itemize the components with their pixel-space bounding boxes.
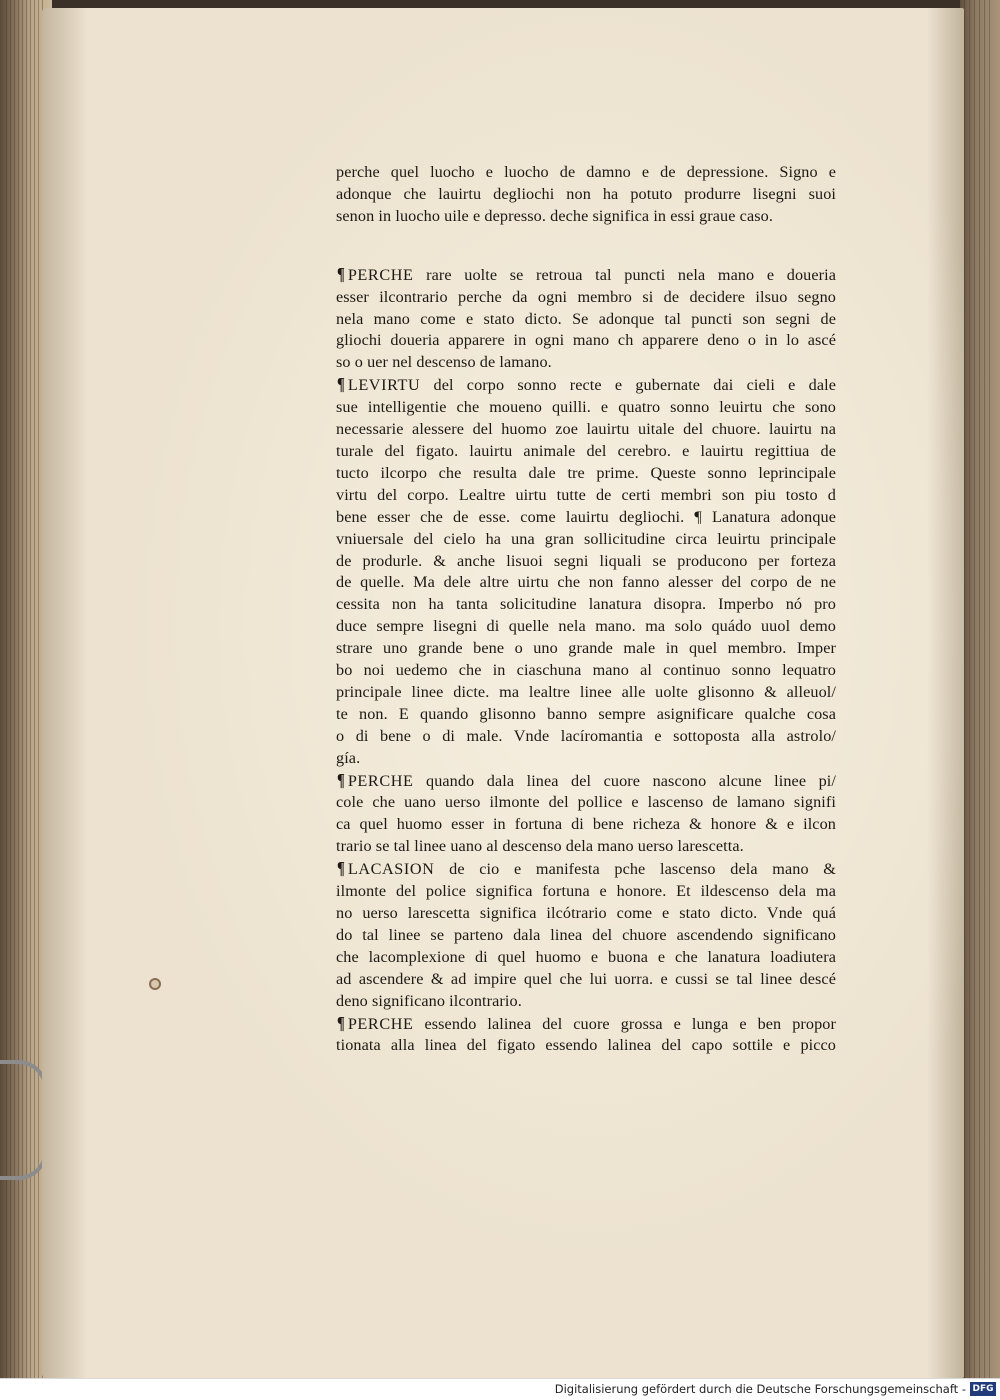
lead-word: PERCHE (347, 265, 414, 284)
text-line: ¶ PERCHE quando dala linea del cuore nascono alcune linee pi/ (336, 769, 836, 790)
text-line: senon in luocho uile e depresso. deche significa in essi graue caso. (336, 206, 773, 225)
text-line: nela mano come e stato dicto. Se adonque tal puncti son segni de (336, 309, 836, 328)
text-line: cole che uano uerso ilmonte del pollice e lascenso de lamano signifi (336, 793, 836, 812)
text-line: necessarie alessere del huomo zoe lauirtu uitale del chuore. lauirtu na (336, 420, 836, 439)
text-line: sue intelligentie che moueno quilli. e quatro sonno leuirtu che sono (336, 398, 836, 417)
pilcrow-icon: ¶ (336, 263, 345, 284)
paper-clip (0, 1060, 48, 1180)
text-line: so o uer nel descenso de lamano. (336, 353, 552, 372)
pilcrow-icon: ¶ (336, 769, 345, 790)
text-line: tionata alla linea del figato essendo lalinea del capo sottile e picco (336, 1036, 836, 1055)
text-line: o di bene o di male. Vnde lacíromantia e sottoposta alla astrolo/ (336, 726, 836, 745)
text-line: esser ilcontrario perche da ogni membro si de decidere ilsuo segno (336, 287, 836, 306)
right-page-edge (960, 0, 1000, 1378)
footer-bar (0, 1378, 1000, 1400)
text-line: principale linee dicte. ma lealtre linee alle uolte glisonno & alleuol/ (336, 682, 836, 701)
text-line: strare uno grande bene o uno grande male in quel membro. Imper (336, 639, 836, 658)
text-line: turale del figato. lauirtu animale del cerebro. e lauirtu regittiua de (336, 441, 836, 460)
text-line: tucto ilcorpo che resulta dale tre prime. Queste sonno leprincipale (336, 463, 836, 482)
paragraph-4 (336, 770, 836, 859)
text-line: adonque che lauirtu degliochi non ha potuto produrre lisegni suoi (336, 184, 836, 203)
text-line: ca quel huomo esser in fortuna di bene richeza & honore & e ilcon (336, 815, 836, 834)
text-line: ¶ LACASION de cio e manifesta pche lascenso dela mano & (336, 858, 836, 879)
text-line: cessita non ha tanta solicitudine lanatura disopra. Imperbo nó pro (336, 595, 836, 614)
dfg-logo: DFG (970, 1382, 996, 1396)
text-line: gía. (336, 748, 361, 767)
text-line: deno significano ilcontrario. (336, 991, 522, 1010)
text-line: che lacomplexione di quel huomo e buona e che lanatura loadiutera (336, 947, 836, 966)
text-line: do tal linee se parteno dala linea del chuore ascendendo significano (336, 925, 836, 944)
text-line: ¶ LEVIRTU del corpo sonno recte e gubernate dai cieli e dale (336, 374, 836, 395)
text-line: vniuersale del cielo ha una gran sollicitudine circa leuirtu principale (336, 529, 836, 548)
paragraph-2 (336, 264, 836, 375)
paragraph-1 (336, 162, 836, 228)
lead-word: LACASION (347, 860, 435, 879)
lead-word: PERCHE (347, 1014, 414, 1033)
text-line: ¶ PERCHE essendo lalinea del cuore grossa e lunga e ben propor (336, 1012, 836, 1033)
funding-credit: Digitalisierung gefördert durch die Deutsche Forschungsgemeinschaft - (554, 1382, 966, 1396)
text-line: ilmonte del police significa fortuna e honore. Et ildescenso dela ma (336, 882, 836, 901)
text-block (336, 162, 836, 1057)
text-line: no uerso larescetta significa ilcótrario come e stato dicto. Vnde quá (336, 904, 836, 922)
wormhole-mark (149, 978, 161, 990)
pilcrow-icon: ¶ (336, 1012, 345, 1033)
pilcrow-icon: ¶ (336, 374, 345, 395)
text-line: bene esser che de esse. come lauirtu degliochi. ¶ Lanatura adonque (336, 507, 836, 526)
paragraph-6 (336, 1013, 836, 1058)
text-line: te non. E quando glisonno banno sempre asignificare qualche cosa (336, 704, 836, 723)
text-line: ¶ PERCHE rare uolte se retroua tal puncti nela mano e doueria (336, 263, 836, 284)
text-line: duce sempre lisegni di quelle nela mano. ma solo quádo uuol demo (336, 617, 836, 636)
lead-word: PERCHE (347, 771, 414, 790)
text-line: gliochi doueria apparere in ogni mano ch apparere deno o in lo ascé (336, 331, 836, 350)
text-line: trario se tal linee uano al descenso dela mano uerso larescetta. (336, 837, 744, 856)
text-line: de produrle. & anche lisuoi segni liquali se producono per forteza (336, 551, 836, 570)
pilcrow-icon: ¶ (336, 858, 345, 879)
paragraph-3 (336, 374, 836, 769)
text-line: virtu del corpo. Lealtre uirtu tutte de certi membri son piu tosto d (336, 485, 836, 504)
text-line: bo noi uedemo che in ciaschuna mano al continuo sonno lequatro (336, 661, 836, 680)
lead-word: LEVIRTU (347, 376, 421, 395)
text-line: ad ascendere & ad impire quel che lui uorra. e cussi se tal linee descé (336, 969, 836, 988)
paragraph-5 (336, 858, 836, 1012)
text-line: de quelle. Ma dele altre uirtu che non fanno alesser del corpo de ne (336, 573, 836, 592)
text-line: perche quel luocho e luocho de damno e de depressione. Signo e (336, 163, 836, 181)
